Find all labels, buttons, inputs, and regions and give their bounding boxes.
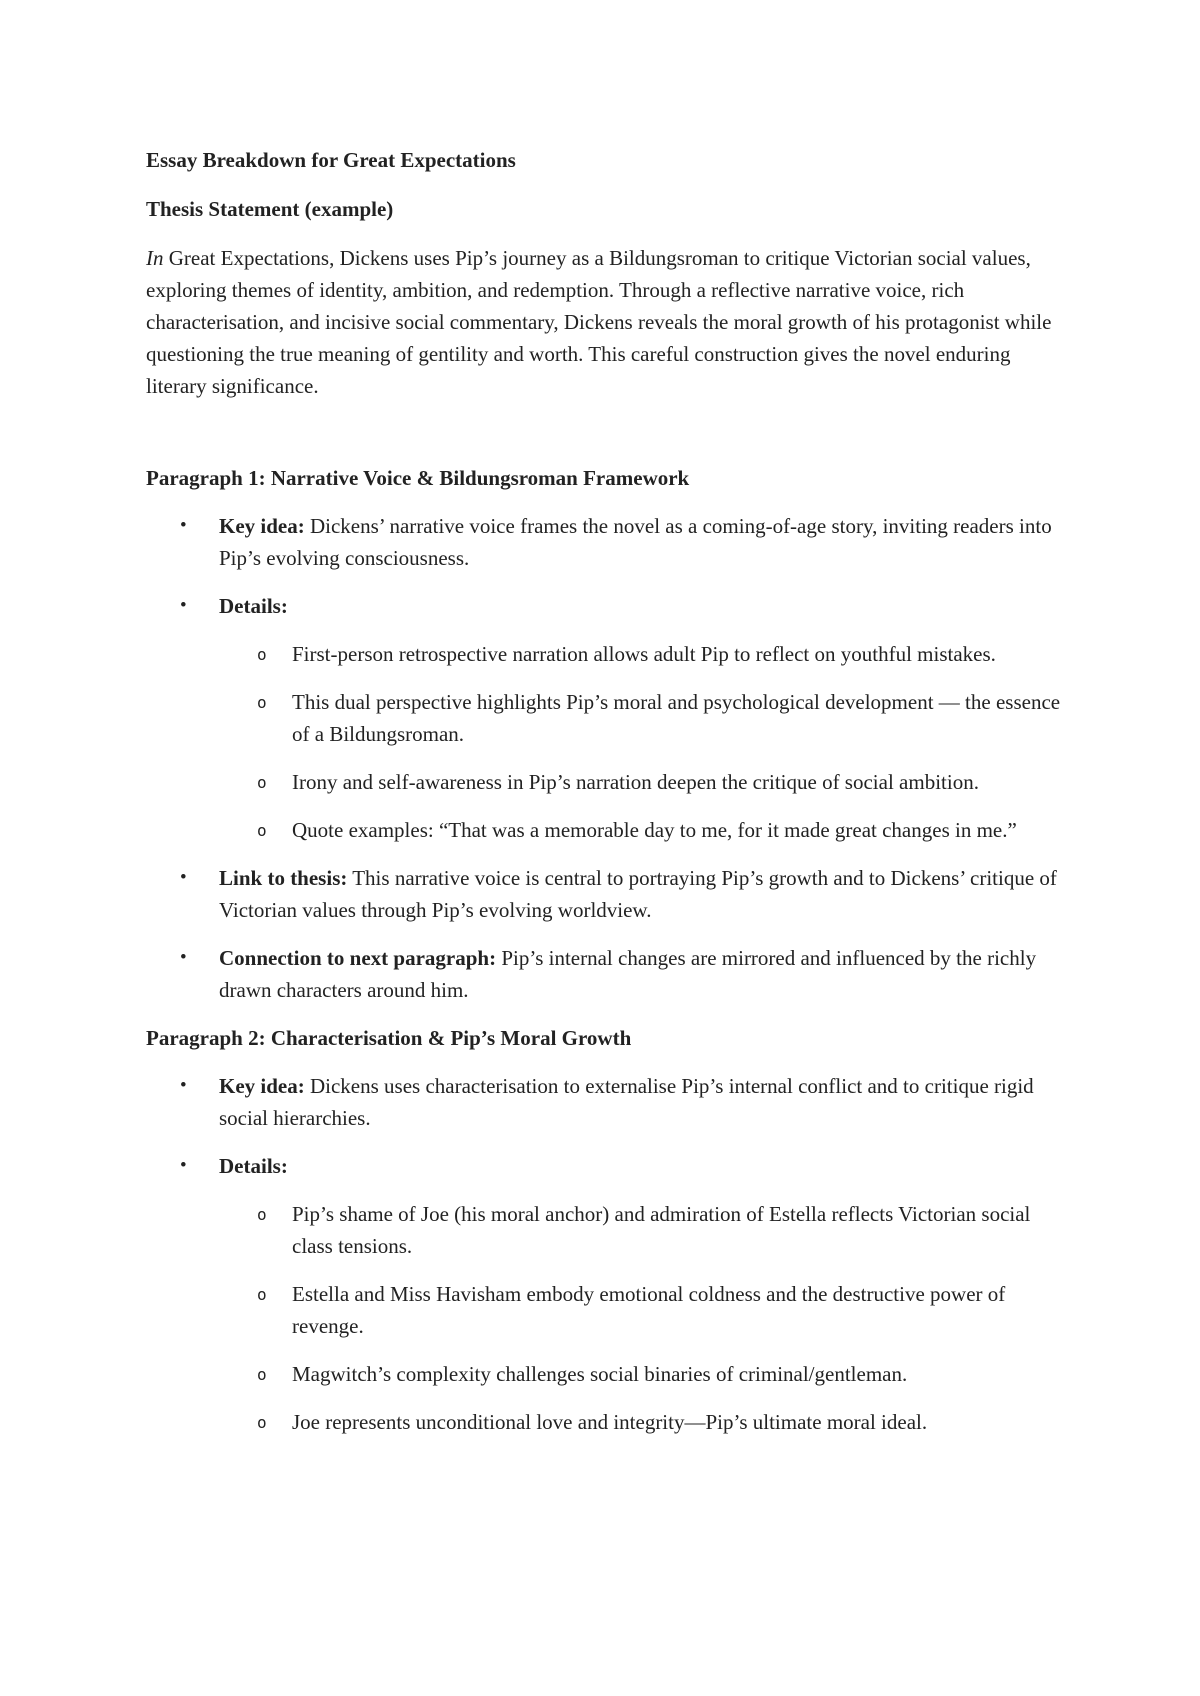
detail-text: Quote examples: “That was a memorable day to me, for it made great changes in me.” — [292, 818, 1017, 842]
bullet-icon: • — [180, 1155, 187, 1176]
paragraph1-key-idea — [146, 510, 1066, 574]
key-idea-text: Dickens uses characterisation to externalise Pip’s internal conflict and to critique rigid social hierarchies. — [219, 1074, 1034, 1130]
key-idea-label: Key idea: — [219, 514, 305, 538]
paragraph1-connection — [146, 942, 1066, 1006]
paragraph1-details — [146, 590, 1066, 622]
detail-text: First-person retrospective narration allows adult Pip to reflect on youthful mistakes. — [292, 642, 996, 666]
detail-text: Estella and Miss Havisham embody emotional coldness and the destructive power of revenge. — [292, 1282, 1006, 1338]
bullet-icon: • — [180, 595, 187, 616]
detail-text: This dual perspective highlights Pip’s moral and psychological development — the essence of a Bildungsroman. — [292, 690, 1061, 746]
sub-bullet-icon: o — [257, 773, 267, 792]
detail-text: Irony and self-awareness in Pip’s narration deepen the critique of social ambition. — [292, 770, 979, 794]
detail-item — [146, 1198, 1066, 1262]
paragraph1-link-to-thesis — [146, 862, 1066, 926]
thesis-italic-lead: In — [146, 246, 164, 270]
details-label: Details: — [219, 1154, 288, 1178]
document-title: Essay Breakdown for Great Expectations — [146, 148, 516, 172]
bullet-text — [219, 1070, 1079, 1134]
bullet-icon: • — [180, 947, 187, 968]
detail-item — [146, 1358, 1066, 1390]
detail-text: Magwitch’s complexity challenges social binaries of criminal/gentleman. — [292, 1362, 908, 1386]
sub-bullet-icon: o — [257, 1365, 267, 1384]
paragraph2-key-idea — [146, 1070, 1066, 1134]
paragraph2-details — [146, 1150, 1066, 1182]
detail-item — [146, 638, 1066, 670]
sub-bullet-icon: o — [257, 1413, 267, 1432]
details-label: Details: — [219, 594, 288, 618]
document-body — [146, 144, 1066, 1438]
bullet-icon: • — [180, 867, 187, 888]
paragraph2-detail-list — [146, 1198, 1066, 1438]
paragraph2-bullets — [146, 1070, 1066, 1182]
connection-label: Connection to next paragraph: — [219, 946, 497, 970]
bullet-icon: • — [180, 1075, 187, 1096]
bullet-text — [219, 862, 1079, 926]
paragraph2-heading: Paragraph 2: Characterisation & Pip’s Moral Growth — [146, 1026, 632, 1050]
key-idea-text: Dickens’ narrative voice frames the novel as a coming-of-age story, inviting readers into Pip’s evolving consciousness. — [219, 514, 1052, 570]
detail-item — [146, 1406, 1066, 1438]
detail-item — [146, 686, 1066, 750]
detail-item — [146, 766, 1066, 798]
sub-bullet-icon: o — [257, 1285, 267, 1304]
bullet-text — [219, 942, 1079, 1006]
link-text: This narrative voice is central to portraying Pip’s growth and to Dickens’ critique of Victorian values through Pip’s evolving worldview. — [219, 866, 1057, 922]
bullet-text — [219, 510, 1079, 574]
connection-text: Pip’s internal changes are mirrored and influenced by the richly drawn characters around him. — [219, 946, 1037, 1002]
sub-bullet-icon: o — [257, 821, 267, 840]
sub-bullet-icon: o — [257, 693, 267, 712]
paragraph1-heading: Paragraph 1: Narrative Voice & Bildungsroman Framework — [146, 466, 690, 490]
paragraph1-detail-list — [146, 638, 1066, 846]
detail-text: Pip’s shame of Joe (his moral anchor) and admiration of Estella reflects Victorian social class tensions. — [292, 1202, 1031, 1258]
sub-bullet-icon: o — [257, 645, 267, 664]
bullet-icon: • — [180, 515, 187, 536]
sub-bullet-icon: o — [257, 1205, 267, 1224]
key-idea-label: Key idea: — [219, 1074, 305, 1098]
detail-text: Joe represents unconditional love and integrity—Pip’s ultimate moral ideal. — [292, 1410, 928, 1434]
thesis-statement — [146, 242, 1066, 402]
detail-item — [146, 1278, 1066, 1342]
paragraph1-bullets-continued — [146, 862, 1066, 1006]
link-label: Link to thesis: — [219, 866, 348, 890]
paragraph1-bullets — [146, 510, 1066, 622]
thesis-heading: Thesis Statement (example) — [146, 197, 394, 221]
detail-item — [146, 814, 1066, 846]
thesis-text: Great Expectations, Dickens uses Pip’s journey as a Bildungsroman to critique Victorian social values, exploring themes of identity, ambition, and redemption. Through a reflective narrative voice, rich characterisation, and incisive social commentary, Dickens reveals the moral growth of his protagonist while questioning the true meaning of gentility and worth. This careful construction gives the novel enduring literary significance. — [146, 246, 1052, 398]
